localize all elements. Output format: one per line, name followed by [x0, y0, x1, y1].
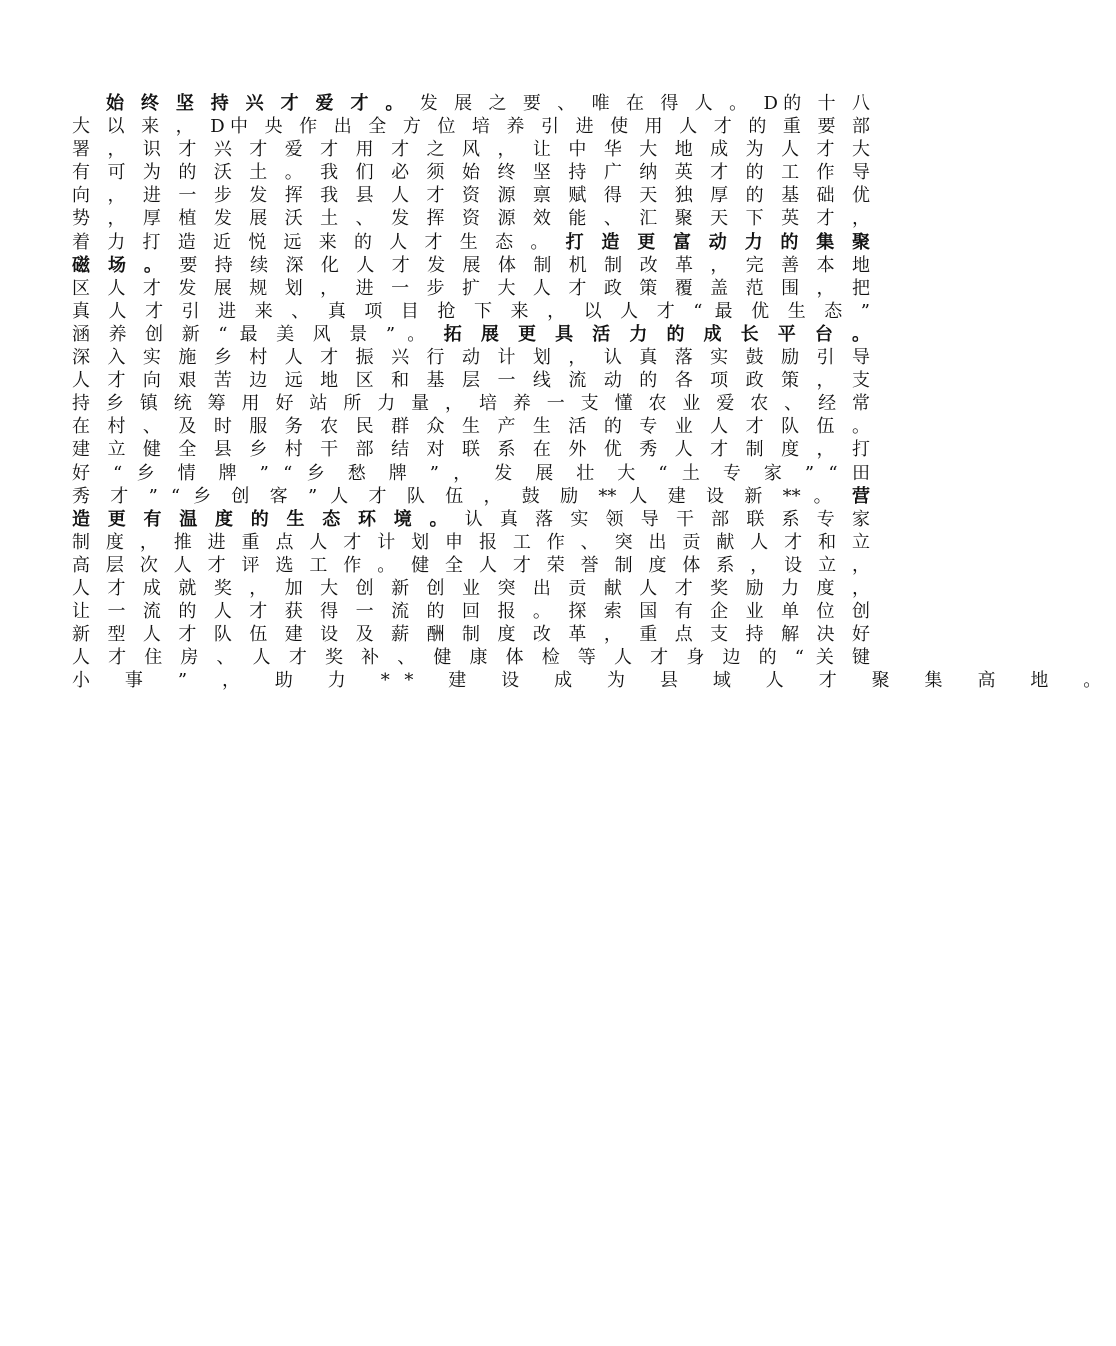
bold-heading-text: 磁 场 。: [72, 254, 168, 276]
text-line: [72, 115, 870, 138]
body-text: 持 乡 镇 统 筹 用 好 站 所 力 量 ， 培 养 一 支 懂 农 业 爱 农 、 经 常: [72, 393, 870, 415]
text-line: [72, 531, 870, 554]
text-line: [72, 577, 870, 600]
bold-heading-text: 拓 展 更 具 活 力 的 成 长 平 台 。: [443, 323, 870, 345]
body-text: 深 入 实 施 乡 村 人 才 振 兴 行 动 计 划 ， 认 真 落 实 鼓 励 引 导: [72, 347, 870, 369]
text-line: [72, 346, 870, 369]
body-text: 新 型 人 才 队 伍 建 设 及 薪 酬 制 度 改 革 ， 重 点 支 持 解 决 好: [72, 624, 870, 646]
body-text: 秀 才 ” “ 乡 创 客 ” 人 才 队 伍 ， 鼓 励 ** 人 建 设 新 ** 。: [72, 485, 852, 507]
body-text: 有 可 为 的 沃 土 。 我 们 必 须 始 终 坚 持 广 纳 英 才 的 工 作 导: [72, 162, 870, 184]
text-line: [72, 184, 870, 207]
text-line: [72, 277, 870, 300]
text-line: [72, 485, 870, 508]
bold-heading-text: 造 更 有 温 度 的 生 态 环 境 。: [72, 508, 454, 530]
text-line: [72, 161, 870, 184]
text-line: [72, 138, 870, 161]
body-text: 小 事 ” ， 助 力 ** 建 设 成 为 县 域 人 才 聚 集 高 地 。: [72, 670, 1116, 692]
body-paragraph: [72, 92, 1116, 692]
body-text: 发 展 之 要 、 唯 在 得 人 。 D的 十 八: [408, 93, 870, 114]
bold-heading-text: 始 终 坚 持 兴 才 爱 才 。: [106, 93, 409, 114]
text-line: [72, 508, 870, 531]
body-text: 向 ， 进 一 步 发 挥 我 县 人 才 资 源 禀 赋 得 天 独 厚 的 基 础 优: [72, 185, 870, 207]
text-line: [72, 600, 870, 623]
body-text: 署 ， 识 才 兴 才 爱 才 用 才 之 风 ， 让 中 华 大 地 成 为 人 才 大: [72, 139, 870, 161]
body-text: 让 一 流 的 人 才 获 得 一 流 的 回 报 。 探 索 国 有 企 业 单 位 创: [72, 601, 870, 623]
text-line: [72, 392, 870, 415]
body-text: 区 人 才 发 展 规 划 ， 进 一 步 扩 大 人 才 政 策 覆 盖 范 围 ， 把: [72, 277, 870, 299]
text-line: [72, 415, 870, 438]
body-text: 在 村 、 及 时 服 务 农 民 群 众 生 产 生 活 的 专 业 人 才 队 伍 。: [72, 416, 870, 438]
text-line: [72, 623, 870, 646]
body-text: 人 才 住 房 、 人 才 奖 补 、 健 康 体 检 等 人 才 身 边 的 “ 关 键: [72, 647, 870, 669]
body-text: 着 力 打 造 近 悦 远 来 的 人 才 生 态 。: [72, 231, 566, 253]
text-line: [72, 646, 870, 669]
body-text: 真 人 才 引 进 来 、 真 项 目 抢 下 来 ， 以 人 才 “ 最 优 生 态 ”: [72, 300, 870, 322]
body-text: 好 “ 乡 情 牌 ” “ 乡 愁 牌 ” ， 发 展 壮 大 “ 土 专 家 ” “ 田: [72, 462, 870, 484]
text-line: [72, 369, 870, 392]
body-text: 人 才 向 艰 苦 边 远 地 区 和 基 层 一 线 流 动 的 各 项 政 策 ， 支: [72, 370, 870, 392]
text-line: [72, 323, 870, 346]
text-line: [72, 462, 870, 485]
body-text: 建 立 健 全 县 乡 村 干 部 结 对 联 系 在 外 优 秀 人 才 制 度 ， 打: [72, 439, 870, 461]
text-line: [72, 438, 870, 461]
body-text: 涵 养 创 新 “ 最 美 风 景 ” 。: [72, 323, 444, 345]
body-text: 要 持 续 深 化 人 才 发 展 体 制 机 制 改 革 ， 完 善 本 地: [167, 254, 870, 276]
bold-heading-text: 营: [852, 485, 870, 507]
body-text: 认 真 落 实 领 导 干 部 联 系 专 家: [453, 508, 870, 530]
body-text: 势 ， 厚 植 发 展 沃 土 、 发 挥 资 源 效 能 、 汇 聚 天 下 英 才 ，: [72, 208, 870, 230]
body-text: 大 以 来 ， D中 央 作 出 全 方 位 培 养 引 进 使 用 人 才 的 重 要 部: [72, 116, 870, 138]
text-line: [72, 207, 870, 230]
text-line: [72, 254, 870, 277]
body-text: 人 才 成 就 奖 ， 加 大 创 新 创 业 突 出 贡 献 人 才 奖 励 力 度 ，: [72, 577, 870, 599]
body-text: 高 层 次 人 才 评 选 工 作 。 健 全 人 才 荣 誉 制 度 体 系 ， 设 立 ，: [72, 554, 870, 576]
text-line: [72, 231, 870, 254]
text-line: [72, 300, 870, 323]
bold-heading-text: 打 造 更 富 动 力 的 集 聚: [565, 231, 870, 253]
text-line: [72, 92, 870, 115]
body-text: 制 度 ， 推 进 重 点 人 才 计 划 申 报 工 作 、 突 出 贡 献 人 才 和 立: [72, 531, 870, 553]
text-line: [72, 669, 1116, 692]
text-line: [72, 554, 870, 577]
